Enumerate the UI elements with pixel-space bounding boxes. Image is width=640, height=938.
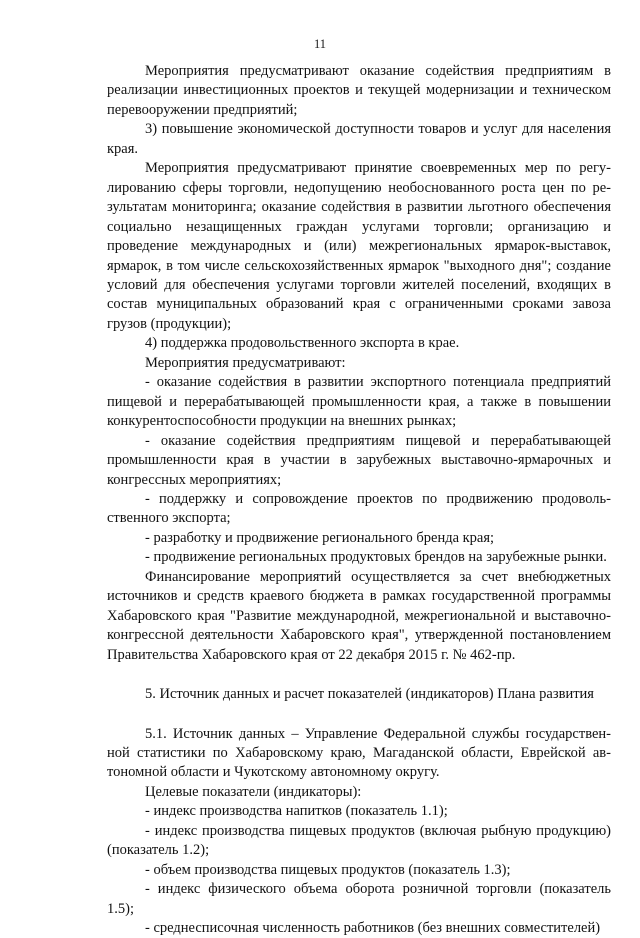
paragraph: Мероприятия предусматривают: [145, 354, 346, 371]
paragraph: 3) повышение экономической доступности товаров и услуг для населения края. [107, 121, 611, 157]
list-item: - среднесписочная численность работников (без внешних совместителей) [145, 920, 601, 937]
page-number: 11 [313, 37, 327, 51]
paragraph: Мероприятия предусматривают принятие своевременных мер по регулированию сферы торговли, недопущению необоснованного роста цен по результатам мониторинга; оказание содействия в развитии льготного обеспечения социально незащищенных граждан услугами торговли; организацию и проведение международных и (или) межрегиональных ярмарок-выставок, ярмарок, в том числе сельскохозяйственных ярмарок "выходного дня"; создание условий для обеспечения услугами торговли жителей поселений, входящих в состав муниципальных образований края с ограниченными сроками завоза грузов (продукции); [107, 160, 611, 332]
section-spacer [107, 665, 611, 685]
list-item: - индекс производства напитков (показатель 1.1); [145, 803, 448, 820]
list-item: - поддержку и сопровождение проектов по продвижению продовольственного экспорта; [107, 490, 611, 527]
list-item: - объем производства пищевых продуктов (показатель 1.3); [145, 861, 511, 878]
list-item: - разработку и продвижение регионального бренда края; [145, 529, 495, 546]
list-item: - оказание содействия предприятиям пищевой и перерабатывающей промышленности края в участии в зарубежных выставочно-ярмарочных и конгрессных мероприятиях; [107, 432, 611, 488]
document-body [107, 62, 611, 938]
section-heading: 5. Источник данных и расчет показателей (индикаторов) Плана развития [145, 686, 594, 703]
section-spacer [107, 705, 611, 725]
paragraph: 4) поддержка продовольственного экспорта в крае. [145, 335, 460, 352]
paragraph: Мероприятия предусматривают оказание содействия предприятиям в реализации инвестиционных проектов и текущей модернизации и техническом перевооружении предприятий; [107, 63, 611, 118]
list-item: - индекс производства пищевых продуктов (включая рыбную продукцию) (показатель 1.2); [107, 822, 611, 859]
paragraph: Финансирование мероприятий осуществляется за счет внебюджетных источников и средств краевого бюджета в рамках государственной программы Хабаровского края "Развитие международной, межрегиональной и выставочно-конгрессной деятельности Хабаровского края", утвержденной постановлением Правительства Хабаровского края от 22 декабря 2015 г. № 462-пр. [107, 568, 611, 663]
list-item: - индекс физического объема оборота розничной торговли (показатель 1.5); [107, 881, 611, 917]
paragraph: 5.1. Источник данных – Управление Федеральной службы государственной статистики по Хабаровскому краю, Магаданской области, Еврейской автономной области и Чукотскому автономному округу. [107, 725, 611, 781]
paragraph: Целевые показатели (индикаторы): [145, 783, 362, 800]
list-item: - продвижение региональных продуктовых брендов на зарубежные рынки. [145, 549, 607, 566]
list-item: - оказание содействия в развитии экспортного потенциала предприятий пищевой и перерабатывающей промышленности края, а также в повышении конкурентоспособности продукции на внешних рынках; [107, 374, 611, 430]
